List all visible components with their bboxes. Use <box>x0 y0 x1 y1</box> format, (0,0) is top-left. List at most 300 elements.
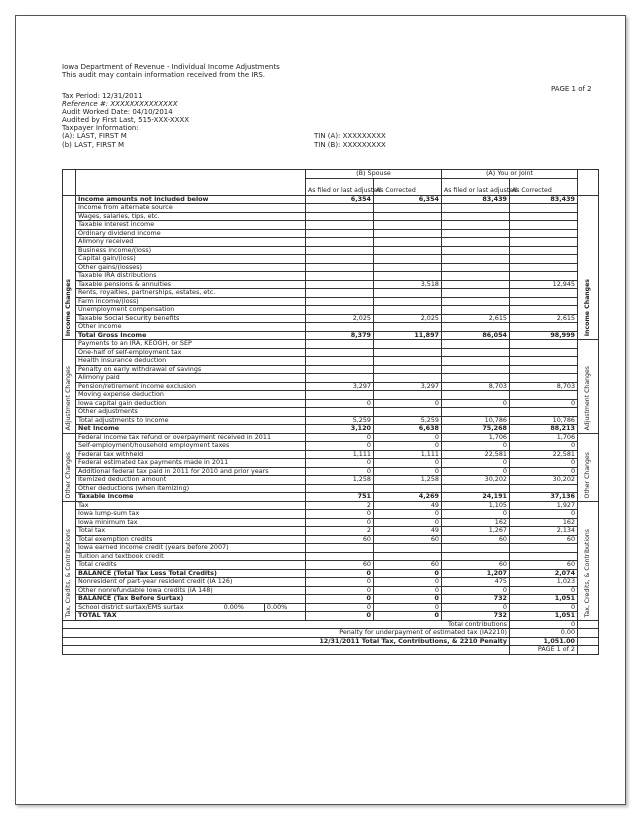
row-label: Net Income <box>76 425 306 434</box>
joint-corrected-value <box>510 348 578 357</box>
row-label: Federal estimated tax payments made in 2011 <box>76 459 306 468</box>
section-label-adjustment: Adjustment Changes <box>63 340 76 434</box>
table-row-payments-to-an-ira-keogh-or-sep <box>63 340 599 349</box>
spouse-corrected-value: 6,354 <box>374 195 442 204</box>
irs-notice: This audit may contain information received from the IRS. <box>62 71 265 79</box>
joint-corrected-value <box>510 263 578 272</box>
row-label: Rents, royalties, partnerships, estates, etc. <box>76 289 306 298</box>
joint-corrected-value: 2,074 <box>510 569 578 578</box>
joint-filed-value: 732 <box>442 612 510 621</box>
spouse-corrected-value: 0 <box>374 399 442 408</box>
spouse-corrected-value: 3,297 <box>374 382 442 391</box>
table-row-self-employment-household-employment-taxes <box>63 442 599 451</box>
joint-filed-value: 732 <box>442 595 510 604</box>
table-row-other-income <box>63 323 599 332</box>
joint-corrected-value: 60 <box>510 561 578 570</box>
joint-corrected-value: 1,051 <box>510 595 578 604</box>
spouse-corrected-value: 0 <box>374 518 442 527</box>
joint-corrected-value <box>510 246 578 255</box>
joint-corrected-value <box>510 357 578 366</box>
spouse-filed-value <box>306 323 374 332</box>
joint-corrected-value: 1,051 <box>510 612 578 621</box>
joint-corrected-value: 10,786 <box>510 416 578 425</box>
spouse-filed-value: 60 <box>306 535 374 544</box>
joint-corrected-value <box>510 323 578 332</box>
joint-corrected-value <box>510 408 578 417</box>
spouse-corrected-value <box>374 340 442 349</box>
spouse-filed-value: 0 <box>306 433 374 442</box>
row-label: Other adjustments <box>76 408 306 417</box>
joint-corrected-value: 0 <box>510 586 578 595</box>
spouse-corrected-value <box>374 544 442 553</box>
spouse-filed-value <box>306 357 374 366</box>
spouse-filed-value <box>306 272 374 281</box>
spouse-filed-value: 2 <box>306 527 374 536</box>
row-label: Health insurance deduction <box>76 357 306 366</box>
joint-corrected-value: 8,703 <box>510 382 578 391</box>
joint-corrected-value: 1,706 <box>510 433 578 442</box>
spouse-filed-value: 751 <box>306 493 374 502</box>
row-label: Total credits <box>76 561 306 570</box>
spouse-filed-value: 1,258 <box>306 476 374 485</box>
row-label: Other gains/(losses) <box>76 263 306 272</box>
page-footer-row <box>63 646 599 655</box>
row-label: Other income <box>76 323 306 332</box>
spouse-corrected-value <box>374 229 442 238</box>
joint-filed-value <box>442 297 510 306</box>
row-label: Taxable Social Security benefits <box>76 314 306 323</box>
spouse-corrected-value <box>374 238 442 247</box>
spouse-corrected-value <box>374 348 442 357</box>
tax-period: Tax Period: 12/31/2011 <box>62 92 143 100</box>
spouse-filed-value <box>306 263 374 272</box>
row-label: BALANCE (Total Tax Less Total Credits) <box>76 569 306 578</box>
spouse-filed-value <box>306 391 374 400</box>
table-row-other-adjustments <box>63 408 599 417</box>
spouse-corrected-header: As Corrected <box>374 178 442 195</box>
joint-corrected-value <box>510 365 578 374</box>
surtax-rate-a: 0.00% <box>264 603 287 611</box>
joint-corrected-value: 0 <box>510 399 578 408</box>
joint-filed-value <box>442 289 510 298</box>
joint-filed-value <box>442 204 510 213</box>
joint-corrected-value: 60 <box>510 535 578 544</box>
penalty-value: 0.00 <box>510 629 578 638</box>
joint-corrected-value <box>510 221 578 230</box>
row-label: Additional federal tax paid in 2011 for 2010 and prior years <box>76 467 306 476</box>
spouse-corrected-value: 49 <box>374 527 442 536</box>
row-label: Iowa minimum tax <box>76 518 306 527</box>
joint-filed-header: As filed or last adjusted <box>442 178 510 195</box>
joint-filed-value <box>442 306 510 315</box>
table-row-alimony-received <box>63 238 599 247</box>
section-label-right-income: Income Changes <box>578 195 599 340</box>
joint-corrected-value: 0 <box>510 442 578 451</box>
row-label: Iowa earned income credit (years before 2007) <box>76 544 306 553</box>
joint-filed-value: 162 <box>442 518 510 527</box>
joint-filed-value: 1,706 <box>442 433 510 442</box>
joint-filed-value: 1,267 <box>442 527 510 536</box>
row-label: Income from alternate source <box>76 204 306 213</box>
row-label: Pension/retirement income exclusion <box>76 382 306 391</box>
joint-filed-value <box>442 357 510 366</box>
spouse-corrected-value: 0 <box>374 442 442 451</box>
joint-filed-value: 0 <box>442 586 510 595</box>
table-row-tuition-and-textbook-credit <box>63 552 599 561</box>
joint-filed-value: 24,191 <box>442 493 510 502</box>
joint-filed-value: 0 <box>442 467 510 476</box>
joint-filed-value: 1,105 <box>442 501 510 510</box>
row-label: Penalty on early withdrawal of savings <box>76 365 306 374</box>
joint-filed-value <box>442 212 510 221</box>
joint-corrected-value <box>510 289 578 298</box>
joint-corrected-value <box>510 204 578 213</box>
table-row-taxable-social-security-benefits <box>63 314 599 323</box>
table-row-federal-estimated-tax-payments-made-in-2011 <box>63 459 599 468</box>
row-label: Other nonrefundable Iowa credits (IA 148) <box>76 586 306 595</box>
spouse-corrected-value: 0 <box>374 586 442 595</box>
section-label-right-other: Other Changes <box>578 433 599 501</box>
joint-filed-value: 60 <box>442 535 510 544</box>
grand-total-value: 1,051.00 <box>510 637 578 646</box>
spouse-filed-value: 1,111 <box>306 450 374 459</box>
joint-corrected-value: 98,999 <box>510 331 578 340</box>
joint-filed-value: 30,202 <box>442 476 510 485</box>
row-label: School district surtax/EMS surtax 0.00% 0.00% <box>76 603 306 612</box>
table-row-health-insurance-deduction <box>63 357 599 366</box>
grand-total-row <box>63 637 599 646</box>
joint-filed-value: 60 <box>442 561 510 570</box>
joint-corrected-value <box>510 544 578 553</box>
table-row-unemployment-compensation <box>63 306 599 315</box>
table-row-taxable-interest-income <box>63 221 599 230</box>
joint-filed-value <box>442 280 510 289</box>
table-row-penalty-on-early-withdrawal-of-savings <box>63 365 599 374</box>
spouse-corrected-value <box>374 374 442 383</box>
spouse-filed-value: 0 <box>306 578 374 587</box>
table-row-business-income-loss <box>63 246 599 255</box>
taxpayer-info-label: Taxpayer Information: <box>62 124 139 132</box>
joint-corrected-value <box>510 297 578 306</box>
joint-corrected-value: 0 <box>510 467 578 476</box>
table-row-itemized-deduction-amount <box>63 476 599 485</box>
row-label: Taxable interest income <box>76 221 306 230</box>
surtax-rate-b: 0.00% <box>223 602 244 611</box>
spouse-column-header: (B) Spouse <box>306 170 442 179</box>
taxpayer-b: (b) LAST, FIRST M <box>62 141 125 149</box>
row-label: Total Gross Income <box>76 331 306 340</box>
joint-filed-value: 0 <box>442 399 510 408</box>
row-label: Taxable pensions & annuities <box>76 280 306 289</box>
table-row-total-adjustments-to-income <box>63 416 599 425</box>
joint-filed-value <box>442 263 510 272</box>
page-number-top: PAGE 1 of 2 <box>551 85 592 93</box>
table-row-income-from-alternate-source <box>63 204 599 213</box>
spouse-corrected-value: 1,258 <box>374 476 442 485</box>
spouse-corrected-value: 3,518 <box>374 280 442 289</box>
spouse-corrected-value: 49 <box>374 501 442 510</box>
row-label: Taxable income <box>76 493 306 502</box>
spouse-filed-value <box>306 255 374 264</box>
joint-corrected-value <box>510 374 578 383</box>
spouse-corrected-value: 6,638 <box>374 425 442 434</box>
joint-corrected-value: 1,927 <box>510 501 578 510</box>
joint-corrected-value: 0 <box>510 510 578 519</box>
joint-filed-value <box>442 365 510 374</box>
joint-corrected-value: 1,023 <box>510 578 578 587</box>
spouse-filed-value: 0 <box>306 399 374 408</box>
joint-filed-value <box>442 323 510 332</box>
spouse-corrected-value <box>374 204 442 213</box>
joint-filed-value <box>442 391 510 400</box>
row-label: Federal tax withheld <box>76 450 306 459</box>
joint-corrected-value: 37,136 <box>510 493 578 502</box>
spouse-filed-value <box>306 297 374 306</box>
section-label-right-credits: Tax, Credits, & Contributions <box>578 501 599 620</box>
reference-number: Reference #: XXXXXXXXXXXXXX <box>62 100 178 108</box>
you-joint-column-header: (A) You or Joint <box>442 170 578 179</box>
spouse-corrected-value: 2,025 <box>374 314 442 323</box>
spouse-filed-value: 2 <box>306 501 374 510</box>
spouse-corrected-value: 0 <box>374 603 442 612</box>
row-label: Total exemption credits <box>76 535 306 544</box>
joint-filed-value <box>442 255 510 264</box>
spouse-filed-value: 0 <box>306 442 374 451</box>
spouse-corrected-value: 0 <box>374 595 442 604</box>
table-row-other-deductions-when-itemizing <box>63 484 599 493</box>
spouse-filed-value: 2,025 <box>306 314 374 323</box>
table-row-rents-royalties-partnerships-estates-etc <box>63 289 599 298</box>
joint-corrected-header: As Corrected <box>510 178 578 195</box>
spouse-filed-value: 8,379 <box>306 331 374 340</box>
spouse-filed-value <box>306 348 374 357</box>
table-row-total-credits <box>63 561 599 570</box>
spouse-filed-value <box>306 408 374 417</box>
joint-filed-value: 0 <box>442 442 510 451</box>
total-contributions-value: 0 <box>510 620 578 629</box>
grand-total-label: 12/31/2011 Total Tax, Contributions, & 2210 Penalty <box>63 637 510 646</box>
joint-filed-value <box>442 229 510 238</box>
joint-corrected-value: 2,134 <box>510 527 578 536</box>
spouse-filed-value <box>306 221 374 230</box>
joint-corrected-value: 22,581 <box>510 450 578 459</box>
joint-filed-value: 83,439 <box>442 195 510 204</box>
joint-corrected-value: 88,213 <box>510 425 578 434</box>
row-label: Total tax <box>76 527 306 536</box>
spouse-corrected-value <box>374 221 442 230</box>
penalty-label: Penalty for underpayment of estimated tax (IA2210) <box>63 629 510 638</box>
spouse-filed-value <box>306 306 374 315</box>
audit-worked-date: Audit Worked Date: 04/10/2014 <box>62 108 173 116</box>
spouse-corrected-value <box>374 272 442 281</box>
spouse-filed-value: 60 <box>306 561 374 570</box>
spouse-filed-value: 0 <box>306 459 374 468</box>
spouse-corrected-value: 1,111 <box>374 450 442 459</box>
joint-filed-value: 2,615 <box>442 314 510 323</box>
joint-filed-value: 0 <box>442 459 510 468</box>
spouse-corrected-value <box>374 391 442 400</box>
joint-filed-value <box>442 238 510 247</box>
section-label-other: Other Changes <box>63 433 76 501</box>
spouse-filed-value: 0 <box>306 467 374 476</box>
spouse-filed-value <box>306 238 374 247</box>
table-row-taxable-ira-distributions <box>63 272 599 281</box>
row-label: Tuition and textbook credit <box>76 552 306 561</box>
row-label: Capital gain/(loss) <box>76 255 306 264</box>
table-row-tax <box>63 501 599 510</box>
row-label: Self-employment/household employment taxes <box>76 442 306 451</box>
spouse-filed-value <box>306 365 374 374</box>
joint-corrected-value: 83,439 <box>510 195 578 204</box>
spouse-filed-value <box>306 280 374 289</box>
spouse-corrected-value <box>374 289 442 298</box>
spouse-filed-value: 5,259 <box>306 416 374 425</box>
table-row-total-tax <box>63 527 599 536</box>
joint-corrected-value <box>510 306 578 315</box>
joint-filed-value <box>442 246 510 255</box>
joint-corrected-value: 30,202 <box>510 476 578 485</box>
joint-filed-value: 8,703 <box>442 382 510 391</box>
spouse-filed-value: 6,354 <box>306 195 374 204</box>
spouse-corrected-value <box>374 212 442 221</box>
spouse-filed-value <box>306 340 374 349</box>
table-row-school-district-surtax-ems-surtax <box>63 603 599 612</box>
joint-corrected-value: 0 <box>510 603 578 612</box>
joint-filed-value: 1,207 <box>442 569 510 578</box>
joint-filed-value <box>442 272 510 281</box>
spouse-corrected-value: 11,897 <box>374 331 442 340</box>
spouse-filed-value: 0 <box>306 595 374 604</box>
section-label-income: Income Changes <box>63 195 76 340</box>
spouse-corrected-value: 0 <box>374 467 442 476</box>
joint-filed-value: 0 <box>442 510 510 519</box>
spouse-corrected-value: 0 <box>374 433 442 442</box>
joint-filed-value: 86,054 <box>442 331 510 340</box>
row-label: Payments to an IRA, KEOGH, or SEP <box>76 340 306 349</box>
joint-filed-value: 475 <box>442 578 510 587</box>
joint-filed-value <box>442 374 510 383</box>
joint-corrected-value <box>510 340 578 349</box>
spouse-corrected-value <box>374 357 442 366</box>
joint-corrected-value <box>510 229 578 238</box>
table-row-taxable-income <box>63 493 599 502</box>
joint-corrected-value <box>510 238 578 247</box>
joint-filed-value: 0 <box>442 603 510 612</box>
spouse-corrected-value <box>374 365 442 374</box>
spouse-filed-value <box>306 289 374 298</box>
row-label: Iowa lump-sum tax <box>76 510 306 519</box>
spouse-filed-value: 3,120 <box>306 425 374 434</box>
spouse-filed-value: 0 <box>306 612 374 621</box>
spouse-filed-value: 3,297 <box>306 382 374 391</box>
spouse-corrected-value: 0 <box>374 578 442 587</box>
joint-filed-value <box>442 544 510 553</box>
row-label: Federal income tax refund or overpayment received in 2011 <box>76 433 306 442</box>
spouse-corrected-value: 60 <box>374 535 442 544</box>
joint-corrected-value: 12,945 <box>510 280 578 289</box>
column-group-header <box>63 170 599 179</box>
spouse-filed-header: As filed or last adjusted <box>306 178 374 195</box>
adjustments-table <box>62 169 599 655</box>
spouse-corrected-value <box>374 263 442 272</box>
row-label: TOTAL TAX <box>76 612 306 621</box>
spouse-filed-value <box>306 212 374 221</box>
joint-filed-value <box>442 348 510 357</box>
table-row-capital-gain-loss <box>63 255 599 264</box>
table-row-alimony-paid <box>63 374 599 383</box>
table-row-iowa-capital-gain-deduction <box>63 399 599 408</box>
joint-corrected-value: 0 <box>510 459 578 468</box>
spouse-filed-value: 0 <box>306 569 374 578</box>
row-label: Other deductions (when itemizing) <box>76 484 306 493</box>
tin-a: TIN (A): XXXXXXXXX <box>314 132 386 140</box>
row-label: Tax <box>76 501 306 510</box>
row-label: One-half of self-employment tax <box>76 348 306 357</box>
row-label: Alimony paid <box>76 374 306 383</box>
spouse-corrected-value: 60 <box>374 561 442 570</box>
table-row-nonresident-of-part-year-resident-credit-ia-126 <box>63 578 599 587</box>
spouse-corrected-value <box>374 408 442 417</box>
penalty-row <box>63 629 599 638</box>
spouse-filed-value <box>306 246 374 255</box>
table-row-net-income <box>63 425 599 434</box>
row-label: Taxable IRA distributions <box>76 272 306 281</box>
tin-b: TIN (B): XXXXXXXXX <box>314 141 386 149</box>
total-contributions-row <box>63 620 599 629</box>
row-label: Nonresident of part-year resident credit (IA 126) <box>76 578 306 587</box>
joint-filed-value: 75,268 <box>442 425 510 434</box>
spouse-corrected-value <box>374 297 442 306</box>
table-row-iowa-lump-sum-tax <box>63 510 599 519</box>
table-row-iowa-minimum-tax <box>63 518 599 527</box>
table-row-iowa-earned-income-credit-years-before-2007 <box>63 544 599 553</box>
row-label: Income amounts not included below <box>76 195 306 204</box>
spouse-filed-value: 0 <box>306 510 374 519</box>
spouse-corrected-value: 0 <box>374 569 442 578</box>
audited-by: Audited by First Last, 515-XXX-XXXX <box>62 116 190 124</box>
joint-corrected-value <box>510 255 578 264</box>
table-row-moving-expense-deduction <box>63 391 599 400</box>
joint-filed-value <box>442 221 510 230</box>
joint-corrected-value <box>510 212 578 221</box>
spouse-corrected-value: 0 <box>374 510 442 519</box>
joint-filed-value <box>442 408 510 417</box>
spouse-filed-value <box>306 229 374 238</box>
spouse-corrected-value <box>374 255 442 264</box>
joint-filed-value: 10,786 <box>442 416 510 425</box>
spouse-filed-value <box>306 204 374 213</box>
joint-corrected-value <box>510 272 578 281</box>
joint-filed-value <box>442 340 510 349</box>
spouse-corrected-value <box>374 323 442 332</box>
joint-corrected-value: 162 <box>510 518 578 527</box>
joint-filed-value: 22,581 <box>442 450 510 459</box>
spouse-corrected-value <box>374 246 442 255</box>
spouse-filed-value <box>306 374 374 383</box>
section-label-credits: Tax, Credits, & Contributions <box>63 501 76 620</box>
row-label: Unemployment compensation <box>76 306 306 315</box>
row-label: BALANCE (Tax Before Surtax) <box>76 595 306 604</box>
spouse-corrected-value <box>374 306 442 315</box>
table-row-total-tax <box>63 612 599 621</box>
row-label: Iowa capital gain deduction <box>76 399 306 408</box>
row-label: Farm income/(loss) <box>76 297 306 306</box>
page-number-bottom: PAGE 1 of 2 <box>510 646 578 655</box>
spouse-filed-value: 0 <box>306 603 374 612</box>
spouse-corrected-value: 0 <box>374 459 442 468</box>
spouse-corrected-value: 4,269 <box>374 493 442 502</box>
row-label: Wages, salaries, tips, etc. <box>76 212 306 221</box>
